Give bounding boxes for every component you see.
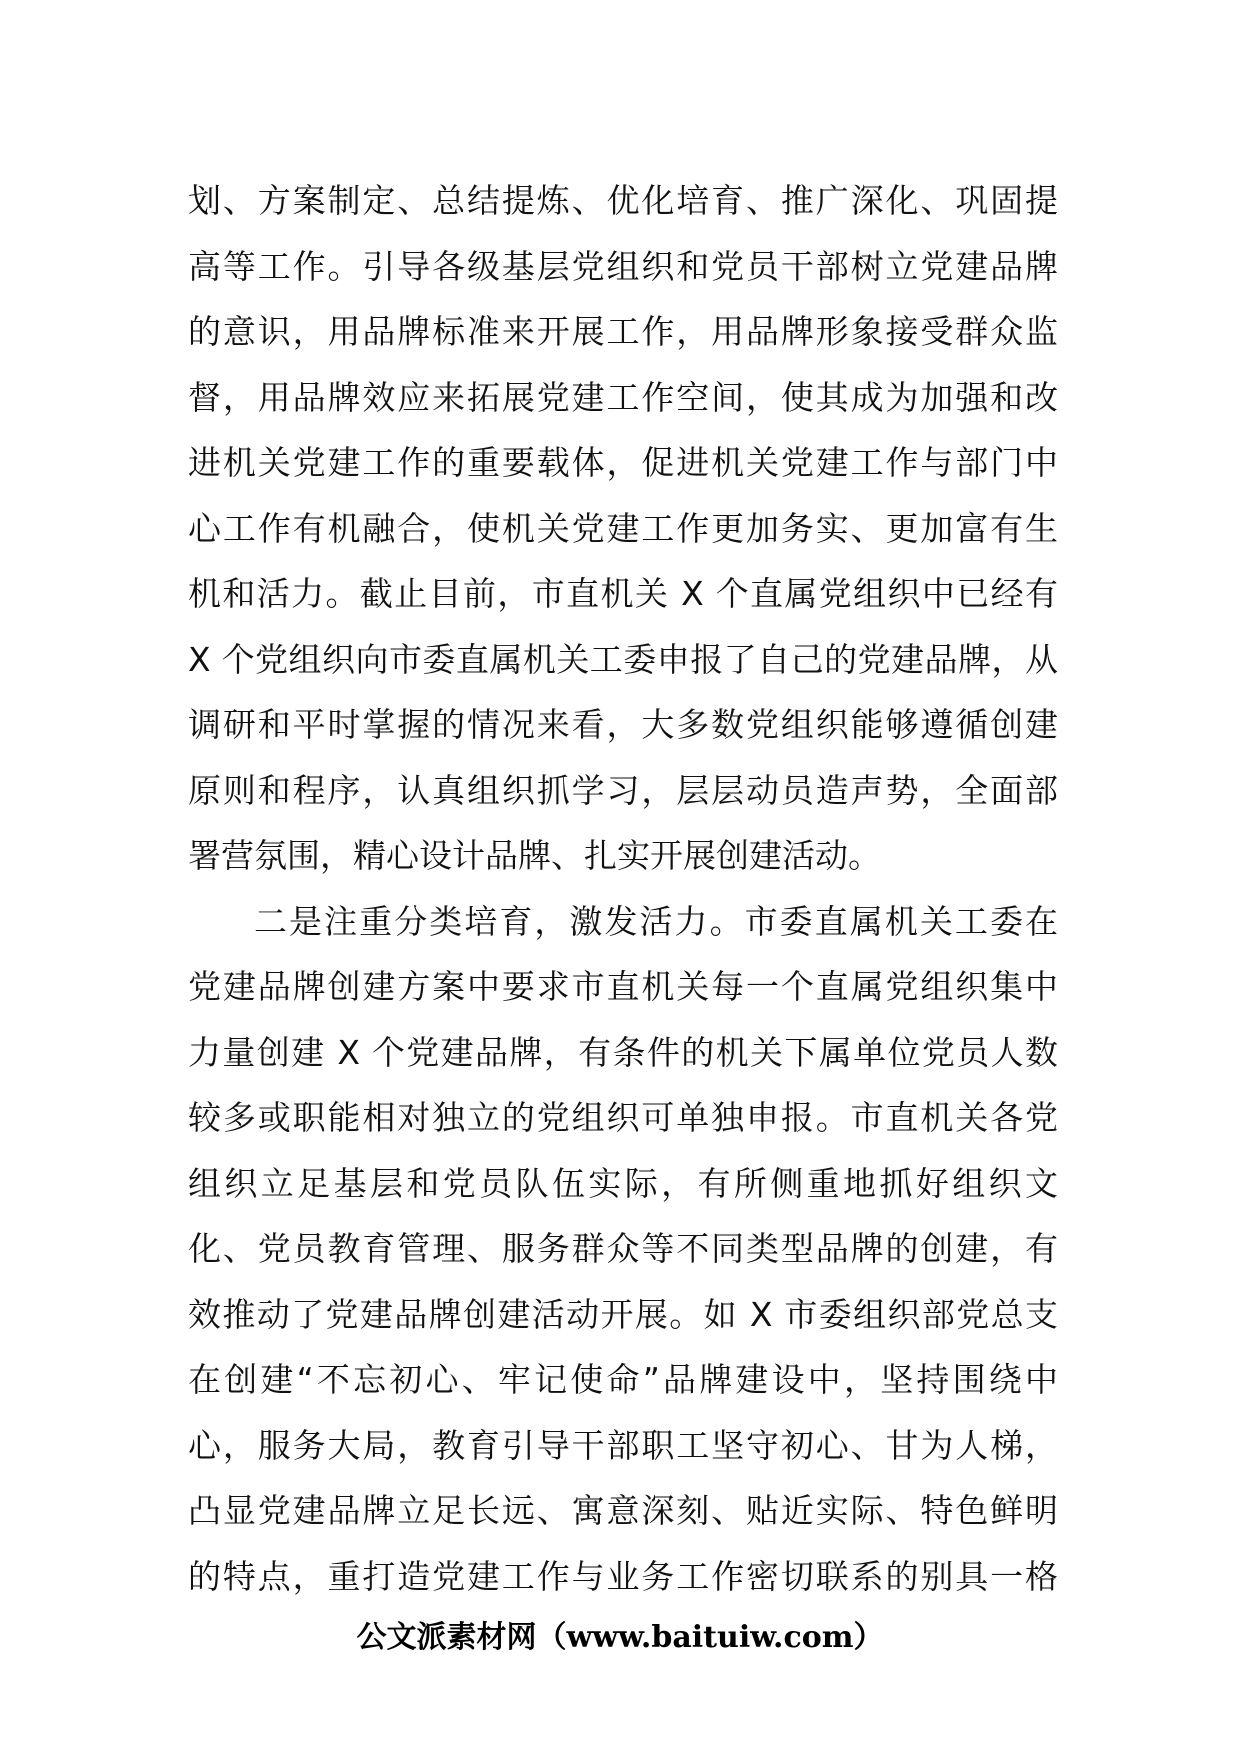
text-line: 化、党员教育管理、服务群众等不同类型品牌的创建，有	[188, 1229, 1058, 1268]
text-line: 在创建“不忘初心、牢记使命”品牌建设中，坚持围绕中	[188, 1360, 1058, 1399]
text-line: 效推动了党建品牌创建活动开展。如 X 市委组织部党总支	[188, 1294, 1058, 1334]
text-line: 的意识，用品牌标准来开展工作，用品牌形象接受群众监	[188, 312, 1058, 351]
text-line: 署营氛围，精心设计品牌、扎实开展创建活动。	[188, 836, 881, 875]
text-line: 高等工作。引导各级基层党组织和党员干部树立党建品牌	[188, 246, 1058, 286]
text-line: 党建品牌创建方案中要求市直机关每一个直属党组织集中	[188, 967, 1058, 1006]
paragraph-1	[188, 168, 1058, 889]
text-line: 心，服务大局，教育引导干部职工坚守初心、甘为人梯，	[188, 1425, 1058, 1465]
text-line: 进机关党建工作的重要载体，促进机关党建工作与部门中	[188, 443, 1058, 482]
paragraph-2	[188, 889, 1058, 1610]
page-footer: 公文派素材网（www.baituiw.com）	[356, 1620, 884, 1655]
text-line: 凸显党建品牌立足长远、寓意深刻、贴近实际、特色鲜明	[188, 1491, 1058, 1530]
text-line: 较多或职能相对独立的党组织可单独申报。市直机关各党	[188, 1098, 1058, 1137]
text-line: 督，用品牌效应来拓展党建工作空间，使其成为加强和改	[188, 377, 1058, 417]
text-line: 划、方案制定、总结提炼、优化培育、推广深化、巩固提	[188, 181, 1058, 220]
text-line: 调研和平时掌握的情况来看，大多数党组织能够遵循创建	[188, 705, 1058, 744]
document-body	[188, 168, 1058, 1609]
text-line: 机和活力。截止目前，市直机关 X 个直属党组织中已经有	[188, 574, 1058, 613]
text-line: 组织立足基层和党员队伍实际，有所侧重地抓好组织文	[188, 1163, 1058, 1203]
text-line: 力量创建 X 个党建品牌，有条件的机关下属单位党员人数	[188, 1032, 1058, 1072]
text-line: 二是注重分类培育，激发活力。市委直属机关工委在	[254, 901, 1058, 941]
text-line: X 个党组织向市委直属机关工委申报了自己的党建品牌，从	[188, 639, 1058, 679]
text-line: 的特点，重打造党建工作与业务工作密切联系的别具一格	[188, 1556, 1058, 1596]
text-line: 心工作有机融合，使机关党建工作更加务实、更加富有生	[188, 508, 1058, 548]
text-line: 原则和程序，认真组织抓学习，层层动员造声势，全面部	[188, 770, 1058, 810]
